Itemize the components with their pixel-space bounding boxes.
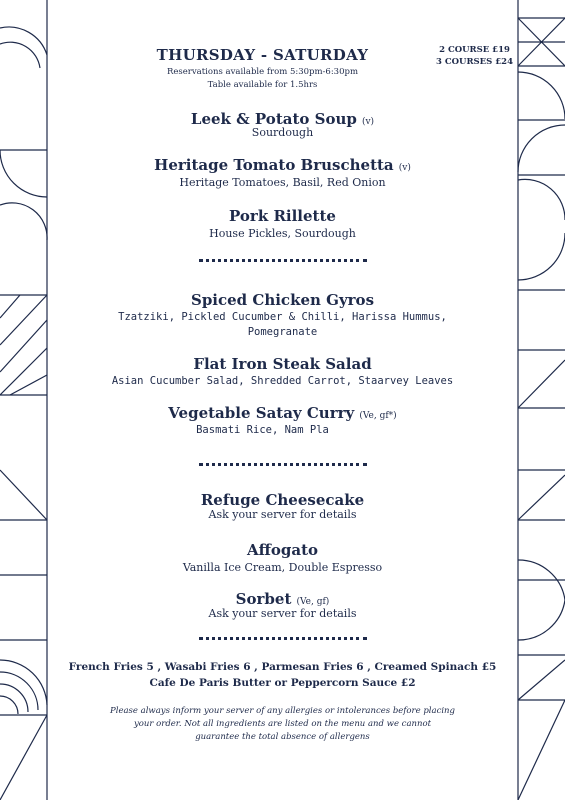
allergy-note-line: your order. Not all ingredients are listed on the menu and we cannot <box>133 719 431 729</box>
item-name: Sorbet <box>235 590 292 608</box>
reservations-note: Reservations available from 5:30pm-6:30pm <box>166 67 359 77</box>
item-name: Refuge Cheesecake <box>200 491 365 509</box>
menu-item-dessert-1 <box>48 490 517 522</box>
menu-item-starter-2 <box>48 155 517 190</box>
menu-item-main-1 <box>48 290 517 340</box>
menu-item-main-2 <box>48 354 517 389</box>
item-description-cont: Pomegranate <box>247 326 318 338</box>
item-name: Affogato <box>246 541 319 559</box>
item-description: Asian Cucumber Salad, Shredded Carrot, Staarvey Leaves <box>111 375 454 387</box>
price-two-course: 2 COURSE £19 <box>439 45 510 55</box>
item-description: Ask your server for details <box>208 607 357 620</box>
sauces-line: Cafe De Paris Butter or Peppercorn Sauce £2 <box>149 677 416 689</box>
item-name: Flat Iron Steak Salad <box>193 355 372 373</box>
right-decorative-border <box>515 0 565 800</box>
allergy-notice <box>88 705 477 744</box>
section-divider <box>199 259 367 262</box>
item-name: Vegetable Satay Curry <box>168 404 355 422</box>
dietary-tag: (Ve, gf) <box>296 597 330 607</box>
menu-item-dessert-3 <box>48 589 517 621</box>
price-three-course: 3 COURSES £24 <box>436 57 513 67</box>
item-description: Tzatziki, Pickled Cucumber & Chilli, Harissa Hummus, <box>118 311 447 323</box>
menu-item-dessert-2 <box>48 540 517 575</box>
left-decorative-border <box>0 0 50 800</box>
menu-item-starter-3 <box>48 206 517 241</box>
item-description: Basmati Rice, Nam Pla <box>196 424 329 436</box>
dietary-tag: (v) <box>398 163 411 173</box>
item-description: Ask your server for details <box>208 508 357 521</box>
allergy-note-line: guarantee the total absence of allergens <box>195 732 370 742</box>
item-description: Sourdough <box>251 126 314 139</box>
item-name: Heritage Tomato Bruschetta <box>154 156 394 174</box>
menu-panel <box>48 0 517 800</box>
sides-list <box>48 659 517 691</box>
section-divider <box>199 637 367 640</box>
dietary-tag: (Ve, gf*) <box>359 411 397 421</box>
table-time-note: Table available for 1.5hrs <box>207 80 318 90</box>
sides-line: French Fries 5 , Wasabi Fries 6 , Parmesan Fries 6 , Creamed Spinach £5 <box>68 661 497 673</box>
menu-days-title: THURSDAY - SATURDAY <box>156 46 369 64</box>
item-name: Spiced Chicken Gyros <box>190 291 375 309</box>
course-prices <box>436 44 513 68</box>
item-name: Pork Rillette <box>229 207 336 225</box>
item-description: Vanilla Ice Cream, Double Espresso <box>182 561 383 574</box>
section-divider <box>199 463 367 466</box>
item-description: House Pickles, Sourdough <box>209 227 356 240</box>
menu-item-starter-1 <box>48 109 517 140</box>
dietary-tag: (v) <box>361 117 375 127</box>
item-name: Leek & Potato Soup <box>190 110 357 128</box>
allergy-note-line: Please always inform your server of any allergies or intolerances before placing <box>110 706 455 716</box>
menu-item-main-3 <box>48 403 517 438</box>
item-description: Heritage Tomatoes, Basil, Red Onion <box>179 176 386 189</box>
